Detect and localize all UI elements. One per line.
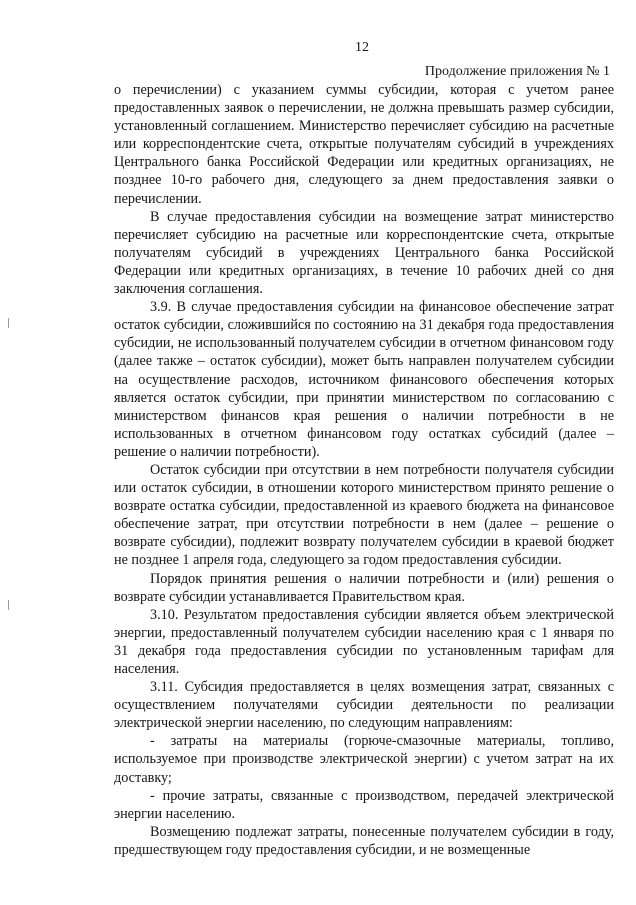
- list-item: - прочие затраты, связанные с производством, передачей электрической энергии населению.: [114, 787, 614, 822]
- scan-edge-mark: [8, 318, 9, 328]
- document-body: [114, 81, 614, 859]
- paragraph-section-3-11: 3.11. Субсидия предоставляется в целях возмещения затрат, связанных с осуществлением получателями субсидии деятельности по реализации электрической энергии населению, по следующим направлениям:: [114, 679, 614, 732]
- list-item: - затраты на материалы (горюче-смазочные материалы, топливо, используемое при производстве электрической энергии) с учетом затрат на их доставку;: [114, 733, 614, 786]
- paragraph: Возмещению подлежат затраты, понесенные получателем субсидии в году, предшествующем году предоставления субсидии, и не возмещенные: [114, 823, 614, 858]
- scan-edge-mark: [8, 600, 9, 610]
- paragraph: Остаток субсидии при отсутствии в нем потребности получателя субсидии или остаток субсидии, в отношении которого министерством принято решение о возврате остатка субсидии, предоставленной из краевого бюджета на финансовое обеспечение затрат, при отсутствии потребности в нем (далее – решение о возврате субсидии), подлежит возврату получателем субсидии в краевой бюджет не позднее 1 апреля года, следующего за годом предоставления субсидии.: [114, 461, 614, 569]
- paragraph: В случае предоставления субсидии на возмещение затрат министерство перечисляет субсидию на расчетные или корреспондентские счета, открытые получателям субсидий в учреждениях Центрального банка Российской Федерации или кредитных организациях, в течение 10 рабочих дней со дня заключения соглашения.: [114, 208, 614, 298]
- paragraph: о перечислении) с указанием суммы субсидии, которая с учетом ранее предоставленных заявок о перечислении, не должна превышать размер субсидии, установленный соглашением. Министерство перечисляет субсидию на расчетные или корреспондентские счета, открытые получателям субсидий в учреждениях Центрального банка Российской Федерации или кредитных организациях, не позднее 10-го рабочего дня, следующего за днем предоставления заявки о перечислении.: [114, 82, 614, 207]
- paragraph-section-3-10: 3.10. Результатом предоставления субсидии является объем электрической энергии, предоставленный получателем субсидии населению края с 1 января по 31 декабря года предоставления субсидии по установленным тарифам для населения.: [114, 606, 614, 677]
- paragraph: Порядок принятия решения о наличии потребности и (или) решения о возврате субсидии устанавливается Правительством края.: [114, 570, 614, 605]
- appendix-continuation-note: Продолжение приложения № 1: [424, 64, 610, 79]
- page-number: 12: [355, 40, 369, 55]
- paragraph-section-3-9: 3.9. В случае предоставления субсидии на финансовое обеспечение затрат остаток субсидии, сложившийся по состоянию на 31 декабря года предоставления субсидии, не использованный получателем субсидии в отчетном финансовом году (далее также – остаток субсидии), может быть направлен получателем субсидии на осуществление расходов, источником финансового обеспечения которых является остаток субсидии, при принятии министерством по согласованию с министерством финансов края решения о наличии потребности в не использованных в отчетном финансовом году остатках субсидий (далее – решение о наличии потребности).: [114, 299, 614, 460]
